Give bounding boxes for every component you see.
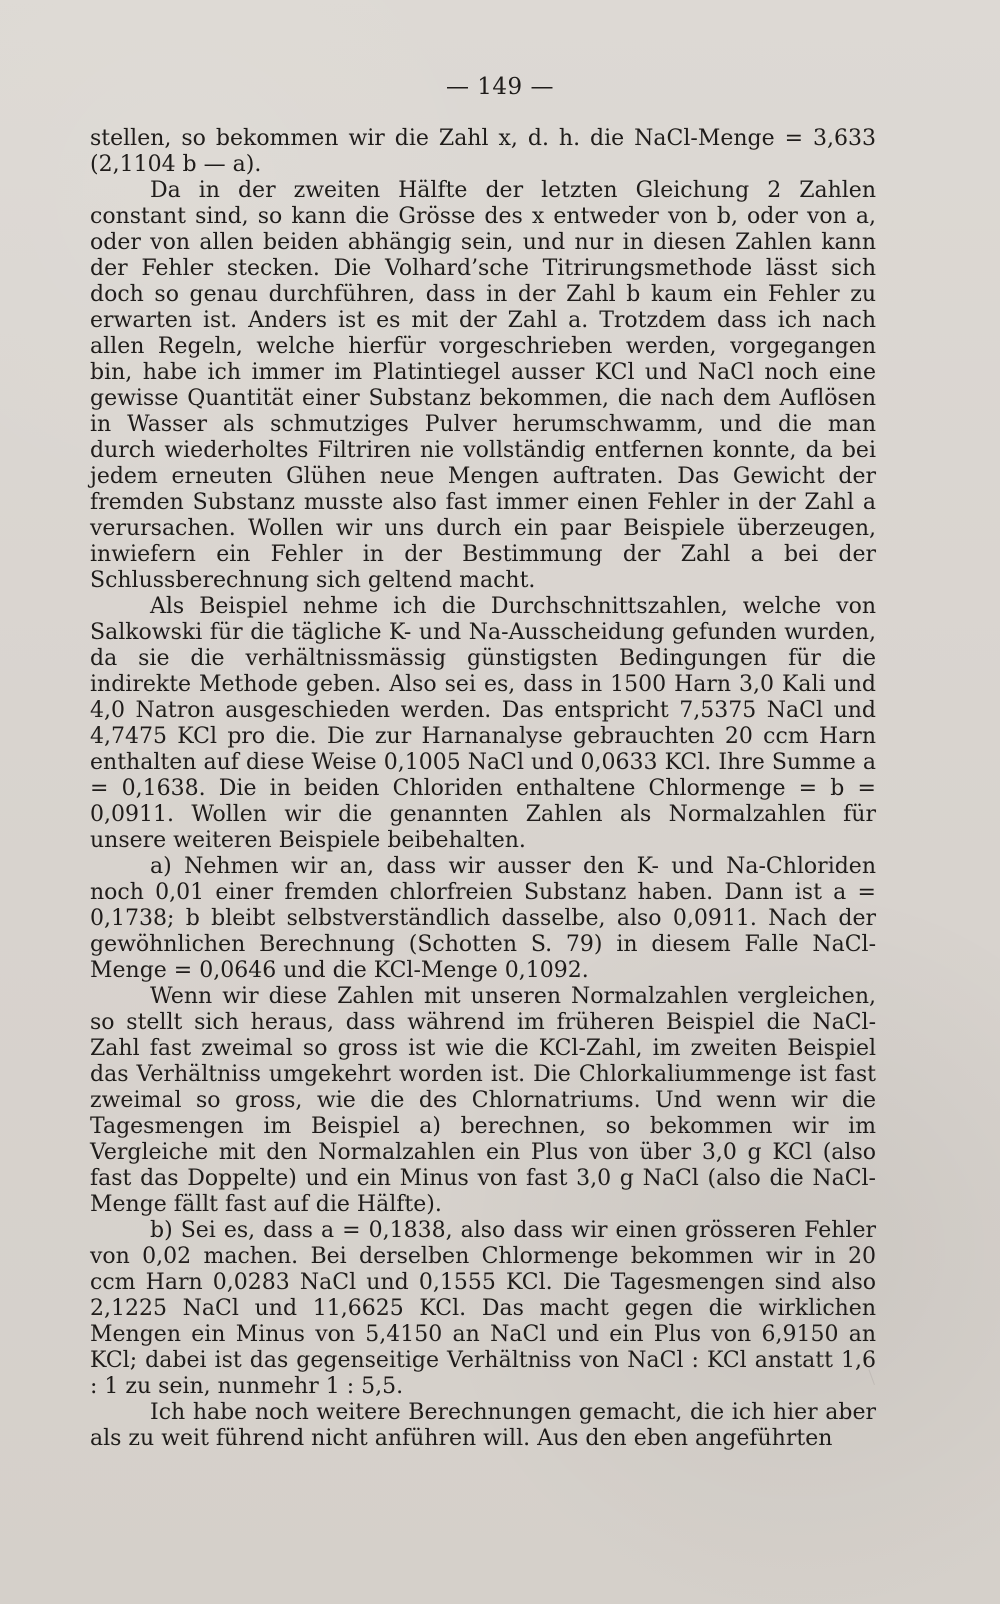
paragraph-7: Ich habe noch weitere Berechnungen gemacht, die ich hier aber als zu weit führend nicht anführen will. Aus den eben angeführten — [90, 1400, 876, 1451]
paragraph-2: Da in der zweiten Hälfte der letzten Gleichung 2 Zahlen constant sind, so kann die Grösse des x entweder von b, oder von a, oder von allen beiden abhängig sein, und nur in diesen Zahlen kann der Fehler stecken. Die Volhard’sche Titrirungsmethode lässt sich doch so genau durchführen, dass in der Zahl b kaum ein Fehler zu erwarten ist. Anders ist es mit der Zahl a. Trotzdem dass ich nach allen Regeln, welche hierfür vorgeschrieben werden, vorgegangen bin, habe ich immer im Platintiegel ausser KCl und NaCl noch eine gewisse Quantität einer Substanz bekommen, die nach dem Auflösen in Wasser als schmutziges Pulver herumschwamm, und die man durch wiederholtes Filtriren nie vollständig entfernen konnte, da bei jedem erneuten Glühen neue Mengen auftraten. Das Gewicht der fremden Substanz musste also fast immer einen Fehler in der Zahl a verursachen. Wollen wir uns durch ein paar Beispiele überzeugen, inwiefern ein Fehler in der Bestimmung der Zahl a bei der Schlussberechnung sich geltend macht. — [90, 178, 876, 593]
paragraph-6: b) Sei es, dass a = 0,1838, also dass wir einen grösseren Fehler von 0,02 machen. Bei derselben Chlormenge bekommen wir in 20 ccm Harn 0,0283 NaCl und 0,1555 KCl. Die Tagesmengen sind also 2,1225 NaCl und 11,6625 KCl. Das macht gegen die wirklichen Mengen ein Minus von 5,4150 an NaCl und ein Plus von 6,9150 an KCl; dabei ist das gegenseitige Verhältniss von NaCl : KCl anstatt 1,6 : 1 zu sein, nunmehr 1 : 5,5. — [90, 1218, 876, 1399]
page-number: — 149 — — [445, 74, 555, 100]
paragraph-4: a) Nehmen wir an, dass wir ausser den K- und Na-Chloriden noch 0,01 einer fremden chlorfreien Substanz haben. Dann ist a = 0,1738; b bleibt selbstverständlich dasselbe, also 0,0911. Nach der gewöhnlichen Berechnung (Schotten S. 79) in diesem Falle NaCl-Menge = 0,0646 und die KCl-Menge 0,1092. — [90, 854, 876, 983]
page-text — [90, 126, 876, 1452]
paragraph-1: stellen, so bekommen wir die Zahl x, d. h. die NaCl-Menge = 3,633 (2,1104 b — a). — [90, 126, 876, 177]
paragraph-5: Wenn wir diese Zahlen mit unseren Normalzahlen vergleichen, so stellt sich heraus, dass während im früheren Beispiel die NaCl-Zahl fast zweimal so gross ist wie die KCl-Zahl, im zweiten Beispiel das Verhältniss umgekehrt worden ist. Die Chlorkaliummenge ist fast zweimal so gross, wie die des Chlornatriums. Und wenn wir die Tagesmengen im Beispiel a) berechnen, so bekommen wir im Vergleiche mit den Normalzahlen ein Plus von über 3,0 g KCl (also fast das Doppelte) und ein Minus von fast 3,0 g NaCl (also die NaCl-Menge fällt fast auf die Hälfte). — [90, 984, 876, 1217]
paragraph-3: Als Beispiel nehme ich die Durchschnittszahlen, welche von Salkowski für die tägliche K- und Na-Ausscheidung gefunden wurden, da sie die verhältnissmässig günstigsten Bedingungen für die indirekte Methode geben. Also sei es, dass in 1500 Harn 3,0 Kali und 4,0 Natron ausgeschieden werden. Das entspricht 7,5375 NaCl und 4,7475 KCl pro die. Die zur Harnanalyse gebrauchten 20 ccm Harn enthalten auf diese Weise 0,1005 NaCl und 0,0633 KCl. Ihre Summe a = 0,1638. Die in beiden Chloriden enthaltene Chlormenge = b = 0,0911. Wollen wir die genannten Zahlen als Normalzahlen für unsere weiteren Beispiele beibehalten. — [90, 594, 876, 853]
